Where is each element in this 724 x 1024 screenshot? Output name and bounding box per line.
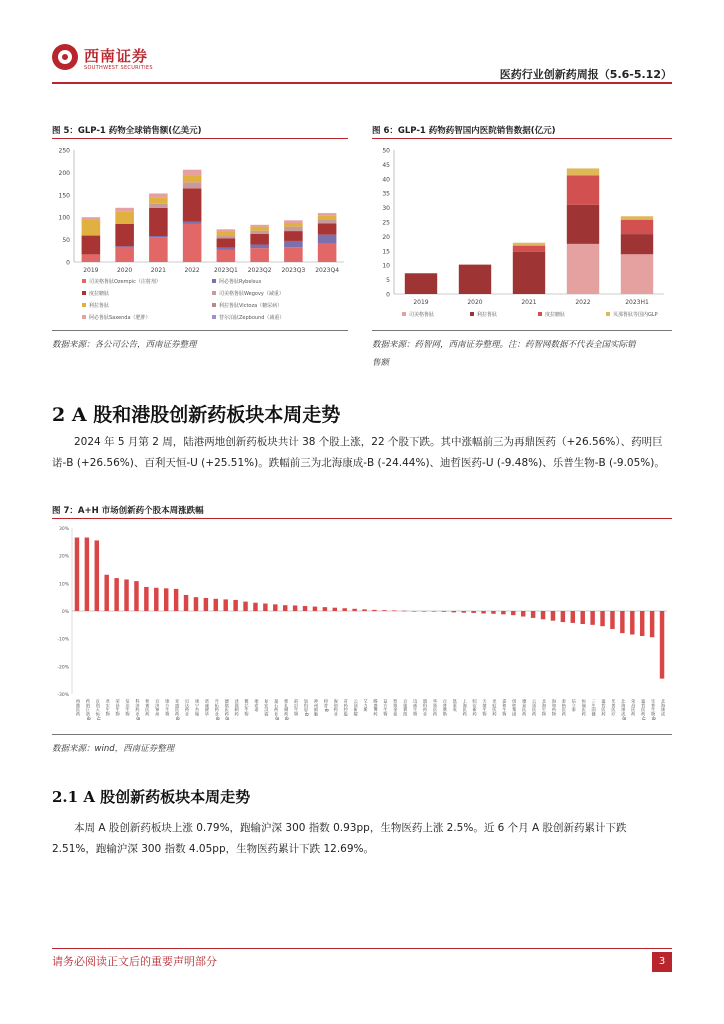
y-tick-label: -30% (57, 693, 69, 698)
x-tick-label: 百济神州 (155, 699, 161, 716)
bar (134, 581, 138, 611)
bar (392, 610, 396, 611)
bar (243, 602, 247, 611)
y-tick-label: 0% (61, 610, 69, 615)
bar-segment (567, 205, 599, 244)
x-tick-label: 2021 (521, 299, 537, 306)
legend-label: 阿必鲁肽Rybelsus (219, 279, 262, 285)
y-tick-label: 10 (382, 262, 390, 270)
bar-segment (217, 250, 236, 262)
legend-swatch (82, 279, 86, 283)
x-tick-label: 2022 (575, 299, 591, 306)
x-tick-label: 云顶新耀 (353, 699, 359, 716)
bar-segment (250, 227, 269, 231)
x-tick-label: 益方生物 (383, 699, 389, 716)
bar-segment (284, 241, 303, 247)
bar (323, 607, 327, 611)
bar-segment (250, 248, 269, 262)
figure5-source: 数据来源：各公司公告，西南证券整理 (52, 340, 197, 350)
bar (580, 611, 584, 624)
x-tick-label: 凯莱英 (452, 699, 458, 712)
x-tick-label: 迪哲医药 (601, 699, 607, 716)
x-tick-label: 百利天恒-U (95, 699, 101, 721)
legend-label: 度拉糖肽 (545, 312, 566, 318)
figure7-source-rule (52, 734, 672, 735)
x-tick-label: 迈威生物 (413, 699, 419, 716)
y-tick-label: 0 (386, 291, 390, 299)
x-tick-label: 百普赛斯 (442, 699, 448, 716)
legend-swatch (470, 312, 474, 316)
bar (283, 605, 287, 611)
legend-label: 贝那鲁肽等国内GLP (613, 312, 658, 318)
bar (491, 611, 495, 614)
section2-heading: 2 A 股和港股创新药板块本周走势 (52, 404, 341, 426)
bar (382, 610, 386, 611)
bar (204, 598, 208, 611)
x-tick-label: 云顶医药 (532, 699, 538, 716)
x-tick-label: 康宁杰瑞 (194, 699, 200, 716)
bar-segment (284, 220, 303, 223)
legend-swatch (82, 303, 86, 307)
figure6-source-line1: 数据来源：药智网，西南证券整理。注：药智网数据不代表全国实际销 (372, 340, 636, 350)
x-tick-label: 亚虹医药 (492, 699, 498, 716)
bar (660, 611, 664, 679)
bar-segment (217, 248, 236, 250)
legend-swatch (212, 315, 216, 319)
x-tick-label: 2022 (184, 267, 200, 274)
x-tick-label: 康希诺 (254, 699, 260, 712)
logo-chinese: 西南证券 (84, 47, 149, 65)
figure6-title: 图 6：GLP-1 药物药智国内医院销售数据(亿元) (372, 126, 556, 136)
x-tick-label: 和黄医药 (145, 699, 151, 716)
legend-label: 利拉鲁肽Victoza（糖尿病） (219, 303, 283, 309)
bar-segment (115, 208, 134, 212)
bar (263, 604, 267, 611)
bar (471, 611, 475, 613)
bar-segment (82, 217, 101, 219)
x-tick-label: 北海康成 (661, 699, 667, 716)
bar-segment (250, 225, 269, 227)
bar-segment (149, 204, 168, 208)
bar-segment (318, 244, 337, 262)
x-tick-label: 2020 (116, 267, 133, 274)
x-tick-label: 昭衍新药 (472, 699, 478, 716)
bar (184, 595, 188, 611)
bar (521, 611, 525, 617)
bar-segment (183, 175, 202, 182)
bar (164, 588, 168, 611)
bar-segment (217, 238, 236, 247)
bar-segment (250, 231, 269, 234)
bar (531, 611, 535, 618)
x-tick-label: 加科思-B (304, 699, 310, 716)
report-title: 医药行业创新药周报（5.6-5.12） (499, 68, 672, 81)
x-tick-label: 2021 (150, 267, 167, 274)
legend-label: 司美格鲁肽Wegovy（减重） (219, 291, 284, 297)
figure7-rule (52, 518, 672, 519)
legend-swatch (402, 312, 406, 316)
y-tick-label: 250 (58, 147, 70, 155)
x-tick-label: 三生国健 (591, 699, 597, 716)
x-tick-label: 北海生物 (542, 699, 548, 716)
y-tick-label: 20% (58, 554, 69, 560)
x-tick-label: 迪哲医药-U (641, 699, 647, 721)
bar-segment (115, 211, 134, 223)
x-tick-label: 乐普医疗 (611, 699, 617, 716)
bar (422, 611, 426, 612)
bar (174, 589, 178, 611)
y-tick-label: 0 (66, 259, 70, 267)
bar (600, 611, 604, 626)
bar-segment (82, 219, 101, 235)
x-tick-label: 泽璟制药 (234, 699, 240, 716)
bar-segment (284, 227, 303, 231)
bar-segment (183, 182, 202, 188)
bar (313, 607, 317, 611)
bar-segment (149, 193, 168, 197)
x-tick-label: 前沿生物 (294, 699, 300, 716)
logo-mark-icon (52, 44, 78, 70)
x-tick-label: 首药控股 (343, 699, 349, 716)
bar (571, 611, 575, 623)
bar (481, 611, 485, 613)
bar (541, 611, 545, 619)
x-tick-label: 贝达药业 (185, 699, 191, 716)
bar-segment (115, 246, 134, 247)
bar (144, 587, 148, 611)
x-tick-label: 2020 (467, 299, 483, 306)
figure7-source: 数据来源：wind，西南证券整理 (52, 744, 175, 754)
bar (214, 599, 218, 611)
bar (233, 600, 237, 611)
y-tick-label: 30% (58, 527, 69, 532)
x-tick-label: 德昇医药 (522, 699, 528, 716)
x-tick-label: 艾力斯 (363, 699, 369, 712)
bar-segment (284, 231, 303, 241)
legend-swatch (212, 303, 216, 307)
bar-segment (115, 248, 134, 262)
bar (372, 610, 376, 611)
section21-paragraph: 本周 A 股创新药板块上涨 0.79%，跑输沪深 300 指数 0.93pp，生物医药上涨 2.5%。近 6 个月 A 股创新药累计下跌 2.51%，跑输沪深 300 指数 4.05pp，生物医药累计下跌 12.69%。 (52, 822, 627, 855)
legend-label: 利拉鲁肽 (89, 303, 110, 309)
x-tick-label: 泰格医药 (561, 699, 567, 716)
x-tick-label: 智翔金泰 (393, 699, 399, 716)
figure5-source-rule (52, 330, 348, 331)
bar-segment (217, 232, 236, 236)
bar (194, 597, 198, 611)
glp1-global-sales-chart (52, 140, 348, 325)
figure5-rule (52, 138, 348, 139)
x-tick-label: 君实生物 (105, 699, 111, 716)
x-tick-label: 药明巨诺-B (85, 699, 91, 721)
y-tick-label: 50 (382, 147, 390, 155)
bar (610, 611, 614, 629)
x-tick-label: 科济药业-B (135, 699, 141, 721)
bar (303, 606, 307, 611)
y-tick-label: 5 (386, 277, 390, 285)
bar (124, 579, 128, 611)
bar-segment (621, 234, 653, 254)
x-tick-label: 天境生物 (482, 699, 488, 716)
bar-segment (513, 246, 545, 252)
bar (85, 538, 89, 611)
bar-segment (318, 223, 337, 234)
legend-swatch (82, 315, 86, 319)
y-tick-label: 100 (58, 214, 70, 222)
bar-segment (621, 220, 653, 234)
y-tick-label: 200 (58, 169, 70, 177)
bar-segment (513, 252, 545, 294)
x-tick-label: 2019 (83, 267, 99, 274)
x-tick-label: 2023Q3 (281, 267, 306, 274)
x-tick-label: 北海康成-B (621, 699, 627, 721)
y-tick-label: -10% (57, 637, 69, 643)
glp1-domestic-hospital-chart (372, 140, 672, 325)
bar (273, 604, 277, 611)
y-tick-label: -20% (57, 665, 69, 671)
bar-segment (284, 247, 303, 262)
y-tick-label: 25 (382, 219, 390, 227)
x-tick-label: 开拓药业-B (214, 699, 220, 721)
x-tick-label: 康方生物 (165, 699, 171, 716)
bar (620, 611, 624, 633)
bar-segment (82, 254, 101, 262)
x-tick-label: 2023Q4 (315, 267, 340, 274)
logo-english: SOUTHWEST SECURITIES (84, 65, 153, 71)
x-tick-label: 德琪医药-B (224, 699, 230, 721)
bar-segment (318, 214, 337, 216)
x-tick-label: 和誉-B (323, 699, 329, 712)
bar-segment (217, 236, 236, 238)
bar-segment (183, 170, 202, 175)
x-tick-label: 2019 (413, 299, 429, 306)
x-tick-label: 乐普生物-B (651, 699, 657, 721)
bar (75, 538, 79, 611)
figure7-title: 图 7：A+H 市场创新药个股本周涨跌幅 (52, 506, 204, 516)
legend-label: 度拉糖肽 (89, 291, 110, 297)
legend-swatch (212, 279, 216, 283)
bar-segment (284, 223, 303, 227)
section2-paragraph: 2024 年 5 月第 2 周，陆港两地创新药板块共计 38 个股上涨，22 个股下跌。其中涨幅前三为再鼎医药（+26.56%）、药明巨诺-B (+26.56%)、百利天恒-U (+25.51%)。跌幅前三为北海康成-B (-24.44%)、迪哲医药-U (-9.48%)、乐普生物-B (-9.05%)。 (52, 436, 665, 469)
bar-segment (250, 245, 269, 249)
bar (253, 603, 257, 611)
x-tick-label: 上海医药 (462, 699, 468, 716)
bar (154, 588, 158, 611)
bar-segment (567, 244, 599, 294)
bar (551, 611, 555, 621)
x-tick-label: 嘉和生物 (502, 699, 508, 716)
bar (95, 540, 99, 611)
x-tick-label: 荣昌医药 (631, 699, 637, 716)
y-tick-label: 150 (58, 192, 70, 200)
company-logo (52, 44, 182, 76)
legend-label: 利拉鲁肽 (477, 312, 498, 318)
bar (104, 575, 108, 611)
bar-segment (459, 265, 491, 294)
x-tick-label: 百奥赛图 (403, 699, 409, 716)
bar-segment (183, 189, 202, 222)
bar (511, 611, 515, 615)
footer-divider (52, 948, 672, 949)
bar-segment (149, 237, 168, 262)
x-tick-label: 微芯生物 (244, 699, 250, 716)
y-tick-label: 50 (62, 237, 70, 245)
figure5-title: 图 5：GLP-1 药物全球销售额(亿美元) (52, 126, 202, 136)
x-tick-label: 2023Q1 (213, 267, 238, 274)
x-tick-label: 2023H1 (625, 299, 649, 306)
x-tick-label: 神州细胞 (313, 699, 319, 716)
bar-segment (318, 219, 337, 223)
bar (561, 611, 565, 622)
bar-segment (115, 224, 134, 246)
bar (342, 608, 346, 611)
y-tick-label: 10% (58, 582, 69, 588)
bar (412, 611, 416, 612)
y-tick-label: 35 (382, 190, 390, 198)
y-tick-label: 30 (382, 205, 390, 213)
bar-segment (82, 236, 101, 255)
x-tick-label: 诺诚健华 (204, 699, 210, 716)
bar-segment (183, 224, 202, 262)
legend-swatch (82, 291, 86, 295)
y-tick-label: 20 (382, 233, 390, 241)
bar (461, 611, 465, 613)
bar-segment (621, 216, 653, 219)
legend-label: 阿必鲁肽Saxenda（肥胖） (89, 315, 151, 321)
bar (630, 611, 634, 635)
bar (402, 611, 406, 612)
bar (352, 609, 356, 611)
x-tick-label: 腾盛博药 (373, 699, 379, 716)
x-tick-label: 再鼎医药 (75, 699, 81, 716)
bar-segment (217, 229, 236, 231)
bar (640, 611, 644, 636)
figure6-source-line2: 售额 (372, 358, 390, 368)
page-number: 3 (652, 952, 672, 972)
bar-segment (183, 222, 202, 224)
bar (223, 599, 227, 611)
bar (452, 611, 456, 612)
x-tick-label: 荣昌生物 (115, 699, 121, 716)
x-tick-label: 歌礼制药-B (284, 699, 290, 721)
x-tick-label: 基石药业-B (274, 699, 280, 721)
y-tick-label: 15 (382, 248, 390, 256)
bar (293, 605, 297, 611)
bar-segment (567, 168, 599, 175)
x-tick-label: 亚盛医药-B (175, 699, 181, 721)
footer-disclaimer: 请务必阅读正文后的重要声明部分 (52, 955, 217, 968)
legend-swatch (606, 312, 610, 316)
bar-segment (405, 273, 437, 294)
legend-label: 司美格鲁肽 (409, 312, 435, 318)
bar-segment (149, 198, 168, 204)
x-tick-label: 华领医药 (432, 699, 438, 716)
x-tick-label: 信达生物 (125, 699, 131, 716)
figure6-source-rule (372, 330, 672, 331)
weekly-stock-change-chart (52, 520, 672, 730)
bar-segment (149, 208, 168, 236)
bar-segment (318, 235, 337, 244)
bar (650, 611, 654, 637)
bar (114, 578, 118, 611)
x-tick-label: 信立泰 (571, 699, 577, 712)
legend-label: 司美格鲁肽Ozempic（注射剂） (89, 279, 161, 285)
bar-segment (318, 216, 337, 220)
bar (501, 611, 505, 614)
y-tick-label: 45 (382, 161, 390, 169)
legend-swatch (212, 291, 216, 295)
bar (333, 608, 337, 611)
legend-label: 替尔泊肽Zepbound（减重） (219, 315, 285, 321)
section21-heading: 2.1 A 股创新药板块本周走势 (52, 788, 251, 806)
legend-swatch (538, 312, 542, 316)
bar (432, 611, 436, 612)
x-tick-label: 创胜集团 (512, 699, 518, 716)
x-tick-label: 盟科药业 (423, 699, 429, 716)
x-tick-label: 恒瑞医药 (581, 699, 587, 716)
x-tick-label: 复宏汉霖 (264, 699, 270, 716)
x-tick-label: 海创药业 (333, 699, 339, 716)
header-divider (52, 82, 672, 84)
bar-segment (567, 175, 599, 204)
x-tick-label: 2023Q2 (247, 267, 272, 274)
bar (362, 609, 366, 611)
figure6-rule (372, 138, 672, 139)
x-tick-label: 海和药物 (551, 699, 557, 716)
bar-segment (513, 243, 545, 246)
bar-segment (149, 236, 168, 237)
y-tick-label: 40 (382, 176, 390, 184)
bar (442, 611, 446, 612)
bar-segment (250, 234, 269, 245)
bar (590, 611, 594, 625)
bar-segment (621, 254, 653, 294)
